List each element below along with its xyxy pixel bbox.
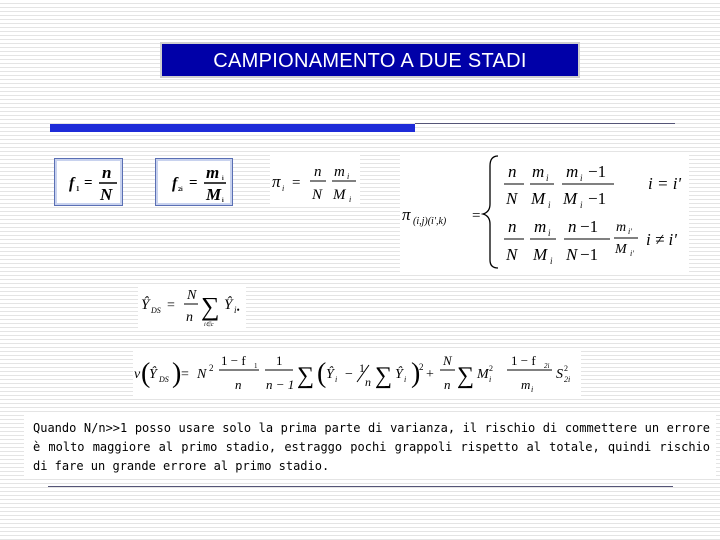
svg-text:N: N xyxy=(443,353,452,368)
svg-text:n − 1: n − 1 xyxy=(266,377,295,392)
formula-f2i xyxy=(155,158,233,206)
svg-text:M: M xyxy=(333,187,346,203)
explanation-text: Quando N/n>>1 posso usare solo la prima parte di varianza, il rischio di commettere un errore è molto maggiore al primo stadio, estraggo pochi grappoli rispetto al totale, quindi rischio di fare un grande errore al primo stadio. xyxy=(24,412,716,478)
formula-f1 xyxy=(54,158,123,206)
formula-pi-joint xyxy=(400,152,689,272)
svg-text:n: n xyxy=(508,217,517,236)
svg-text:∑: ∑ xyxy=(201,292,220,321)
svg-text:Ŷ: Ŷ xyxy=(326,367,334,382)
svg-text:i: i xyxy=(335,375,338,384)
svg-text:S: S xyxy=(556,367,563,382)
svg-text:i: i xyxy=(349,195,352,204)
svg-text:Ŷ: Ŷ xyxy=(395,367,403,382)
svg-text:=: = xyxy=(472,208,481,224)
svg-text:n: n xyxy=(186,310,193,325)
f2-den-sub: i xyxy=(222,198,224,204)
case2-condition: i ≠ i' xyxy=(646,230,677,249)
svg-text:i: i xyxy=(548,200,551,210)
svg-text:=: = xyxy=(292,175,301,191)
svg-text:i: i xyxy=(489,375,492,384)
svg-text:m: m xyxy=(521,377,531,392)
f2-lhs-sub: 2i xyxy=(178,187,183,193)
f1-den: N xyxy=(100,185,113,204)
svg-text:π: π xyxy=(402,205,411,224)
svg-text:m: m xyxy=(566,162,579,181)
svg-text:2i: 2i xyxy=(544,362,550,370)
svg-text:N: N xyxy=(312,187,323,203)
svg-text:∑: ∑ xyxy=(457,363,475,389)
svg-text:Ŷ: Ŷ xyxy=(224,297,233,313)
svg-text:i: i xyxy=(550,256,553,266)
svg-text:): ) xyxy=(411,358,421,389)
f1-lhs: f xyxy=(69,175,75,192)
pi-joint-sub: (i,j)(i',k) xyxy=(413,216,447,227)
svg-text:1 − f: 1 − f xyxy=(511,353,536,368)
svg-text:n: n xyxy=(365,375,371,389)
svg-text:N: N xyxy=(506,189,518,208)
svg-text:(: ( xyxy=(317,358,327,389)
svg-text:−1: −1 xyxy=(588,189,607,208)
svg-text:i': i' xyxy=(628,227,632,236)
svg-text:i: i xyxy=(347,172,350,181)
svg-text:1: 1 xyxy=(254,362,258,370)
svg-text:2i: 2i xyxy=(564,375,571,384)
svg-text:N: N xyxy=(566,245,578,264)
svg-text:2: 2 xyxy=(564,364,568,373)
svg-text:M: M xyxy=(563,189,578,208)
pi-i-symbol: π xyxy=(272,172,281,191)
svg-text:i: i xyxy=(531,385,534,394)
svg-text:N: N xyxy=(197,367,207,382)
slide-title: CAMPIONAMENTO A DUE STADI xyxy=(160,42,580,78)
svg-text:i∈c: i∈c xyxy=(204,322,214,328)
svg-text:−: − xyxy=(345,367,353,382)
case1-condition: i = i' xyxy=(648,174,682,193)
svg-text:−1: −1 xyxy=(580,245,599,264)
svg-text:i: i xyxy=(548,228,551,238)
svg-text:i': i' xyxy=(630,249,634,258)
f1-num: n xyxy=(102,163,112,182)
svg-text:): ) xyxy=(172,358,182,389)
svg-text:∑: ∑ xyxy=(297,363,315,389)
svg-text:i: i xyxy=(404,375,407,384)
svg-text:−1: −1 xyxy=(580,217,599,236)
footer-rule xyxy=(48,486,673,487)
svg-text:N: N xyxy=(506,245,518,264)
svg-text:n: n xyxy=(508,162,517,181)
svg-text:m: m xyxy=(532,162,545,181)
formula-variance xyxy=(133,348,581,396)
svg-text:Ŷ: Ŷ xyxy=(141,297,150,313)
svg-text:v: v xyxy=(134,367,141,382)
title-underline-rule xyxy=(415,123,675,124)
f1-lhs-sub: 1 xyxy=(76,185,80,193)
svg-text:(: ( xyxy=(141,358,151,389)
svg-text:m: m xyxy=(534,217,547,236)
formula-yds-estimator xyxy=(138,284,246,330)
svg-text:=: = xyxy=(189,175,198,191)
f2-num: m xyxy=(206,163,220,182)
svg-text:i: i xyxy=(580,200,583,210)
svg-text:1 − f: 1 − f xyxy=(221,353,246,368)
svg-text:n: n xyxy=(568,217,577,236)
svg-text:i: i xyxy=(546,173,549,183)
svg-text:m: m xyxy=(616,220,627,235)
f2-num-sub: i xyxy=(222,176,224,182)
svg-text:Ŷ: Ŷ xyxy=(149,367,157,382)
svg-text:∑: ∑ xyxy=(375,363,393,389)
svg-text:i•: i• xyxy=(234,305,240,315)
svg-text:1: 1 xyxy=(359,361,365,375)
svg-text:=: = xyxy=(181,367,189,382)
svg-text:i: i xyxy=(580,173,583,183)
pi-i-sub: i xyxy=(282,184,285,193)
svg-text:n: n xyxy=(444,377,451,392)
svg-text:2: 2 xyxy=(209,363,214,373)
svg-text:=: = xyxy=(84,175,93,191)
title-underline-bar xyxy=(50,124,415,132)
svg-text:N: N xyxy=(187,288,197,303)
svg-text:M: M xyxy=(477,367,489,382)
svg-text:m: m xyxy=(334,164,345,180)
svg-text:+: + xyxy=(426,367,434,382)
svg-text:DS: DS xyxy=(159,375,169,384)
f2-den: M xyxy=(206,185,222,204)
formula-pi-i xyxy=(270,155,360,207)
svg-text:2: 2 xyxy=(489,364,493,373)
svg-text:M: M xyxy=(533,245,548,264)
svg-text:DS: DS xyxy=(151,306,161,315)
svg-text:M: M xyxy=(615,242,627,257)
f2-lhs: f xyxy=(172,175,178,192)
svg-text:n: n xyxy=(314,164,322,180)
svg-text:=: = xyxy=(167,298,175,313)
svg-text:−1: −1 xyxy=(588,162,607,181)
svg-text:M: M xyxy=(531,189,546,208)
svg-text:n: n xyxy=(235,377,242,392)
svg-text:1: 1 xyxy=(276,353,283,368)
svg-text:2: 2 xyxy=(419,362,424,372)
